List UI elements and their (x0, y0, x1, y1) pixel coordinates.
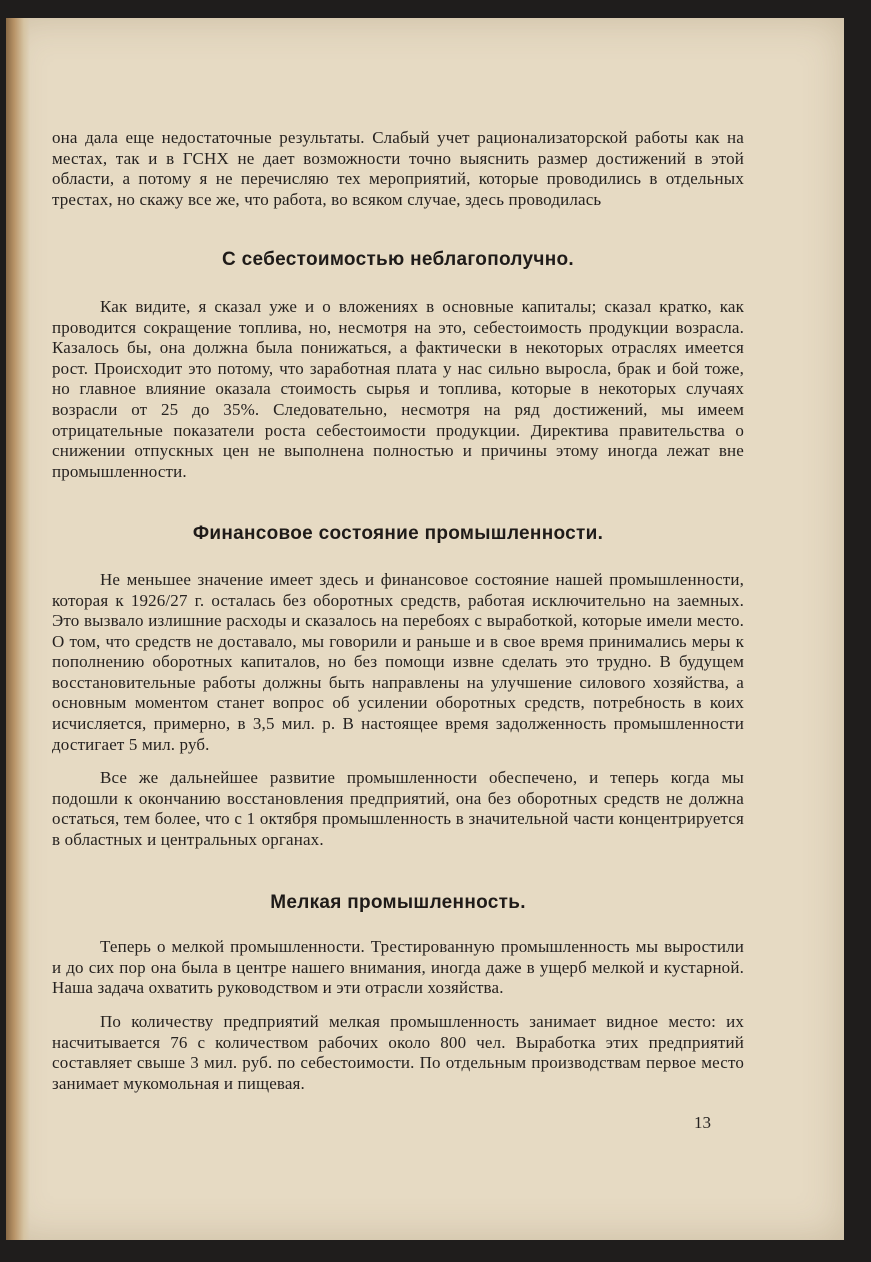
page-number: 13 (694, 1113, 711, 1132)
document-page (6, 18, 844, 1240)
intro-paragraph: она дала еще недостаточные результаты. Слабый учет рационализаторской работы как на местах, так и в ГСНХ не дает возможности точно выяснить размер достижений в этой области, а потому я не перечисляю тех мероприятий, которые проводились в отдельных трестах, но скажу все же, что работа, во всяком случае, здесь проводилась (52, 128, 744, 209)
section-heading-finance: Финансовое состояние промышленности. (192, 523, 604, 545)
book-spine-shadow (6, 18, 30, 1240)
section-heading-small-industry: Мелкая промышленность. (270, 891, 526, 913)
paragraph-cost: Как видите, я сказал уже и о вложениях в основные капиталы; сказал кратко, как проводится сокращение топлива, но, несмотря на это, себестоимость продукции возрасла. Казалось бы, она должна была понижаться, а фактически в некоторых отраслях имеется рост. Происходит это потому, что заработная плата у нас сильно выросла, брак и бой тоже, но главное влияние оказала стоимость сырья и топлива, которые в некоторых случаях возрасли от 25 до 35%. Следовательно, несмотря на ряд достижений, мы имеем отрицательные показатели роста себестоимости продукции. Директива правительства о снижении отпускных цен не выполнена полностью и причины этому иногда лежат вне промышленности. (52, 296, 744, 481)
paragraph-finance-2: Все же дальнейшее развитие промышленности обеспечено, и теперь когда мы подошли к окончанию восстановления предприятий, она без оборотных средств не должна остаться, тем более, что с 1 октября промышленность в значительной части концентрируется в областных и центральных органах. (52, 768, 744, 850)
paragraph-finance-1: Не меньшее значение имеет здесь и финансовое состояние нашей промышленности, которая к 1926/27 г. осталась без оборотных средств, работая исключительно на заемных. Это вызвало излишние расходы и сказалось на перебоях с выработкой, которые имели место. О том, что средств не доставало, мы говорили и раньше и в свое время принимались меры к пополнению оборотных капиталов, но без помощи извне сделать это трудно. В будущем восстановительные работы должны быть направлены на улучшение силового хозяйства, а основным моментом станет вопрос об усилении оборотных средств, потребность в коих исчисляется, примерно, в 3,5 мил. р. В настоящее время задолженность промышленности достигает 5 мил. руб. (52, 569, 744, 754)
paragraph-small-industry-2: По количеству предприятий мелкая промышленность занимает видное место: их насчитывается 76 с количеством рабочих около 800 чел. Выработка этих предприятий составляет свыше 3 мил. руб. по себестоимости. По отдельным производствам первое место занимает мукомольная и пищевая. (52, 1012, 744, 1093)
page-content (52, 128, 744, 1094)
section-heading-cost: С себестоимостью неблагополучно. (221, 249, 574, 271)
paragraph-small-industry-1: Теперь о мелкой промышленности. Трестированную промышленность мы выростили и до сих пор она была в центре нашего внимания, иногда даже в ущерб мелкой и кустарной. Наша задача охватить руководством и эти отрасли хозяйства. (52, 937, 744, 998)
